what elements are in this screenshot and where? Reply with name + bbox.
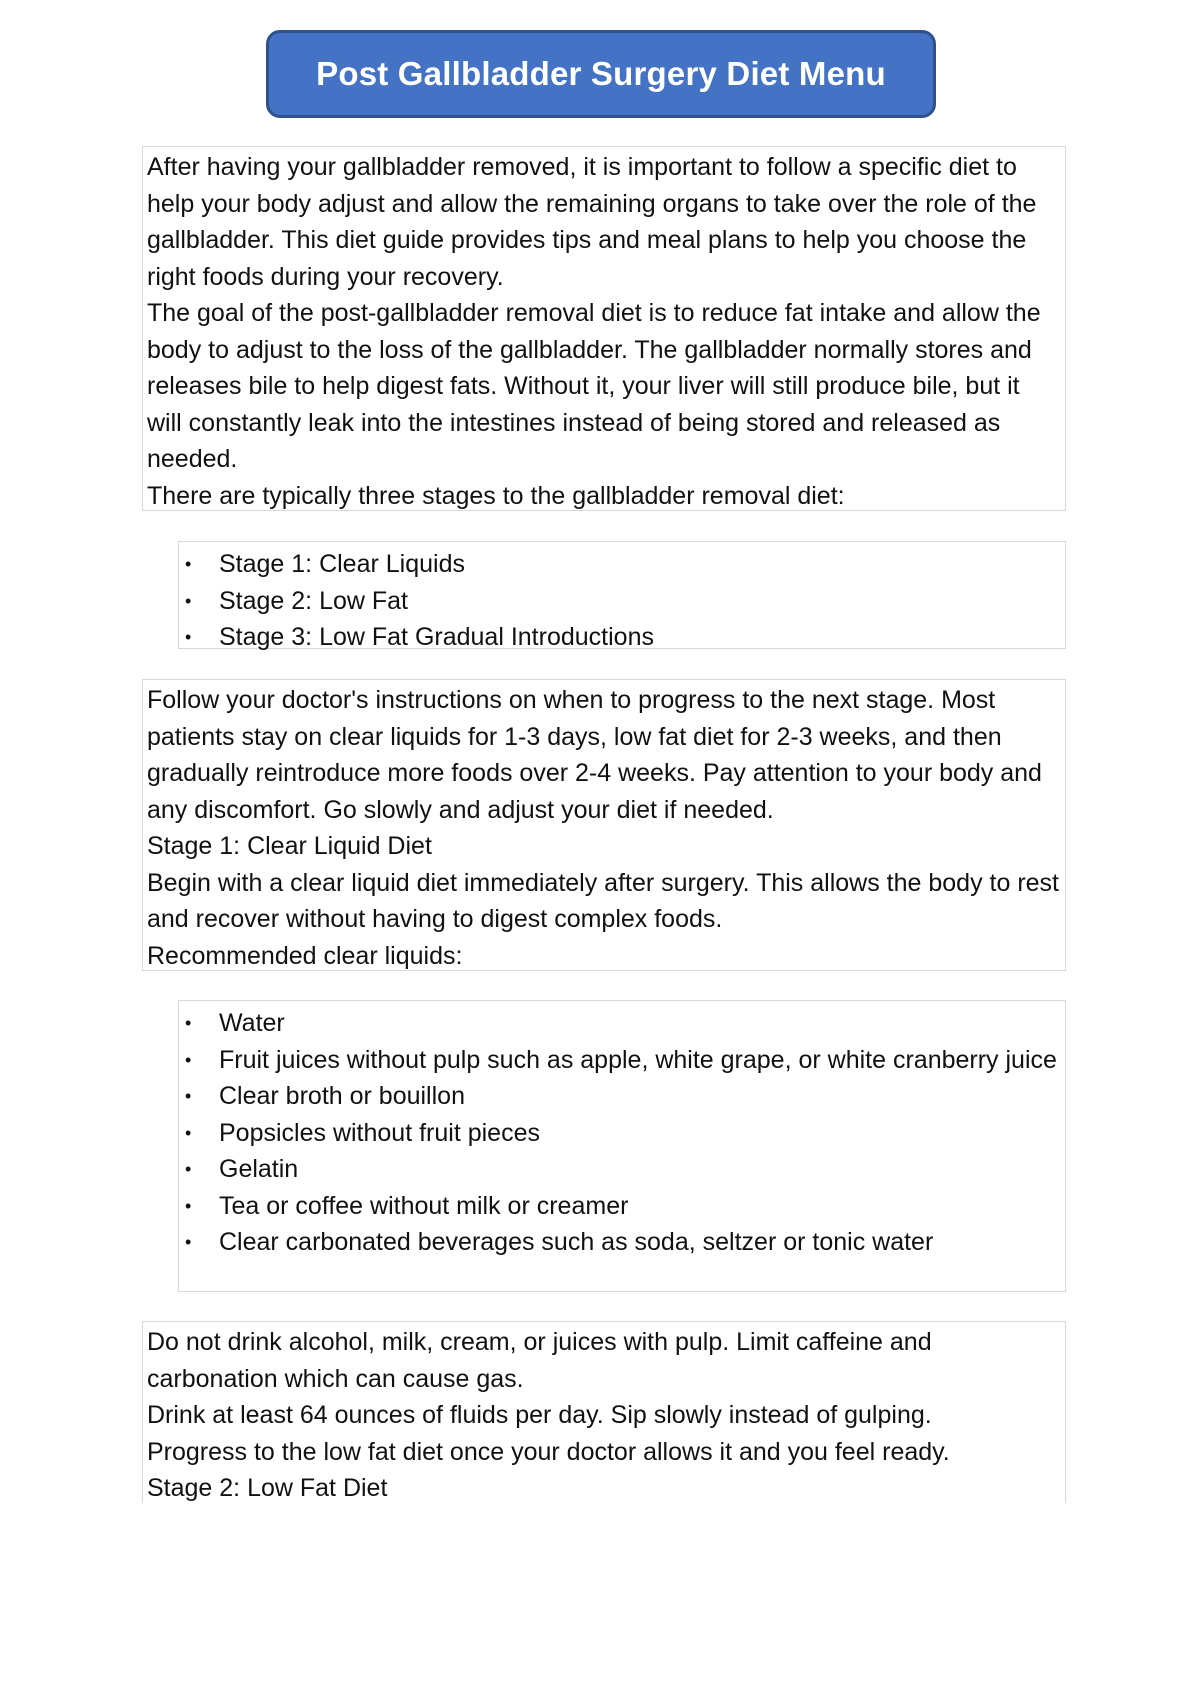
intro-section — [142, 146, 1066, 511]
bullet-icon: • — [185, 590, 192, 611]
list-item: • Stage 2: Low Fat — [179, 583, 1057, 620]
bullet-icon: • — [185, 1195, 192, 1216]
bullet-icon: • — [185, 1086, 192, 1106]
progress-paragraph: Follow your doctor's instructions on when to progress to the next stage. Most patients stay on clear liquids for 1-3 days, low fat diet for 2-3 weeks, and then gradually reintroduce more foods over 2-4 weeks. Pay attention to your body and any discomfort. Go slowly and adjust your diet if needed. — [147, 686, 1042, 824]
stage-2-heading: Stage 2: Low Fat Diet — [147, 1474, 388, 1502]
closing-paragraph: Drink at least 64 ounces of fluids per day. Sip slowly instead of gulping. — [147, 1401, 932, 1429]
intro-paragraph: There are typically three stages to the gallbladder removal diet: — [147, 481, 845, 510]
list-item: • Stage 1: Clear Liquids — [179, 546, 1057, 583]
clear-liquids-list — [179, 1005, 1057, 1261]
list-item: • Gelatin — [179, 1151, 1057, 1188]
bullet-icon: • — [185, 1122, 192, 1143]
bullet-icon: • — [185, 1049, 192, 1070]
bullet-icon: • — [185, 554, 192, 574]
bullet-icon: • — [185, 1159, 192, 1179]
bullet-icon: • — [185, 627, 192, 647]
intro-paragraph: The goal of the post-gallbladder removal diet is to reduce fat intake and allow the body to adjust to the loss of the gallbladder. The gallbladder normally stores and releases bile to help digest fats. Without it, your liver will still produce bile, but it will constantly leak into the intestines instead of being stored and released as needed. — [147, 299, 1041, 473]
stages-list — [179, 546, 1057, 656]
list-item: • Water — [179, 1005, 1057, 1042]
bullet-icon: • — [185, 1013, 192, 1033]
list-item: • Clear carbonated beverages such as soda, seltzer or tonic water — [179, 1224, 1057, 1261]
clear-liquids-section — [178, 1000, 1066, 1292]
closing-paragraph: Progress to the low fat diet once your doctor allows it and you feel ready. — [147, 1437, 950, 1466]
progress-paragraph: Begin with a clear liquid diet immediately after surgery. This allows the body to rest and recover without having to digest complex foods. — [147, 868, 1059, 933]
progression-section — [142, 679, 1066, 971]
list-item: • Tea or coffee without milk or creamer — [179, 1188, 1057, 1225]
bullet-icon: • — [185, 1232, 192, 1252]
intro-paragraph: After having your gallbladder removed, it is important to follow a specific diet to help your body adjust and allow the remaining organs to take over the role of the gallbladder. This diet guide provides tips and meal plans to help you choose the right foods during your recovery. — [147, 153, 1037, 291]
list-item: • Popsicles without fruit pieces — [179, 1115, 1057, 1152]
stage-1-heading: Stage 1: Clear Liquid Diet — [147, 832, 432, 860]
closing-section — [142, 1321, 1066, 1503]
list-item: • Clear broth or bouillon — [179, 1078, 1057, 1115]
closing-paragraph: Do not drink alcohol, milk, cream, or juices with pulp. Limit caffeine and carbonation which can cause gas. — [147, 1328, 932, 1393]
stages-list-section — [178, 541, 1066, 649]
progress-paragraph: Recommended clear liquids: — [147, 941, 463, 970]
page-title: Post Gallbladder Surgery Diet Menu — [316, 55, 886, 92]
list-item: • Stage 3: Low Fat Gradual Introductions — [179, 619, 1057, 656]
list-item: • Fruit juices without pulp such as apple, white grape, or white cranberry juice — [179, 1042, 1057, 1079]
title-banner — [266, 30, 936, 118]
